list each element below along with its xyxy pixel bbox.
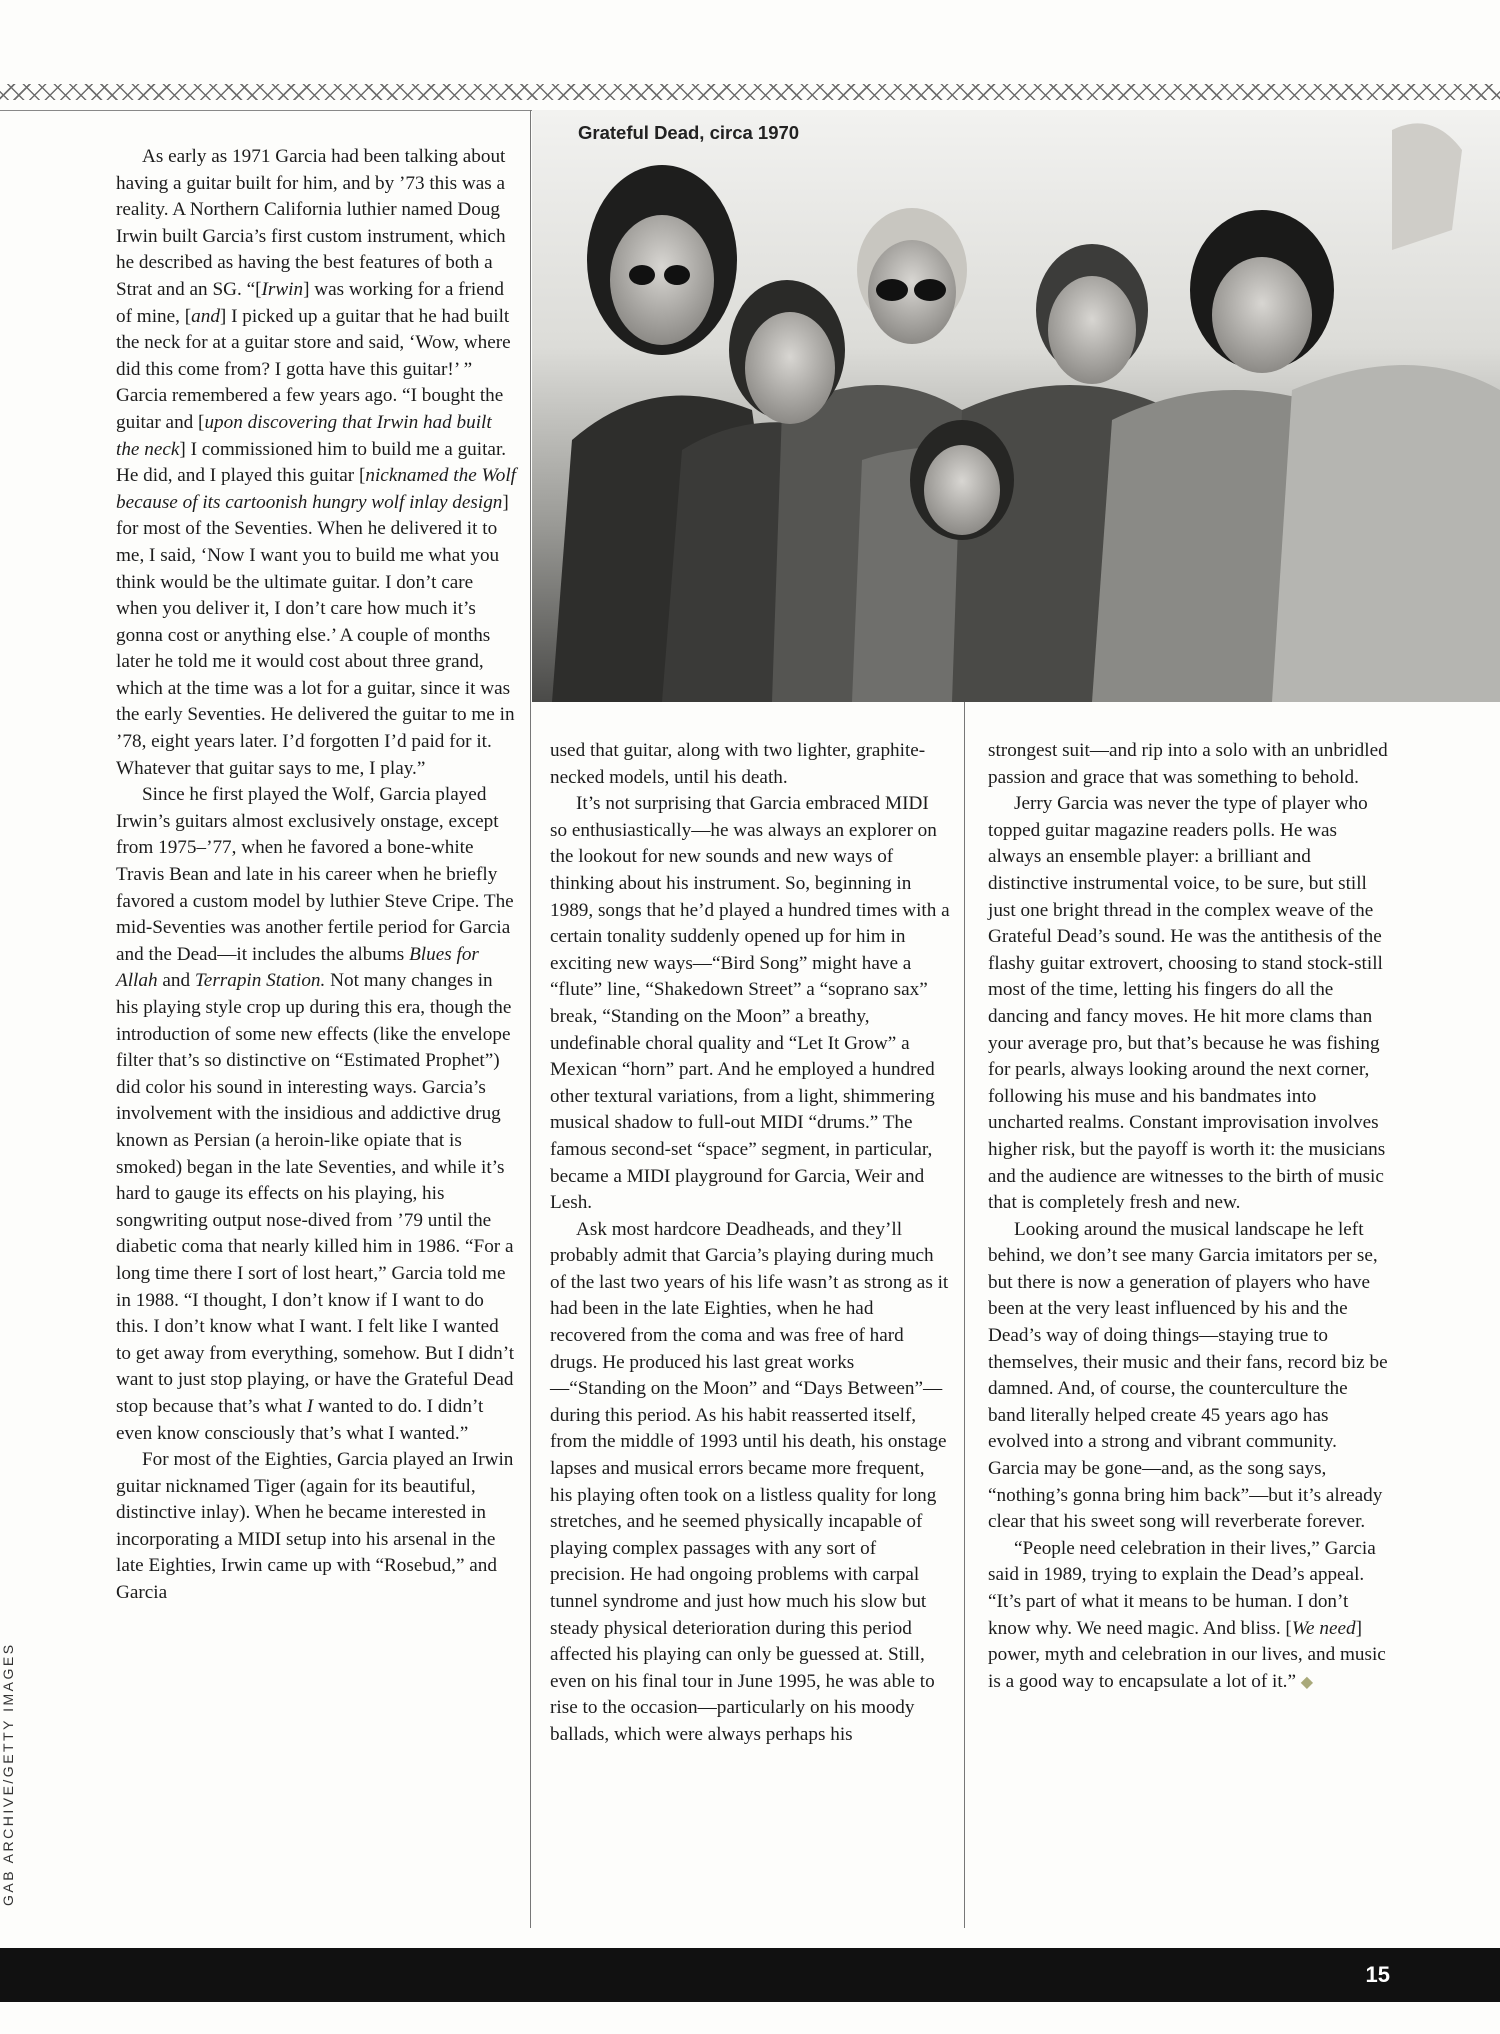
column-rule-left: [530, 110, 531, 1928]
footer-bar: [0, 1948, 1500, 2002]
article-column-3: [988, 738, 1388, 1696]
photo-credit: GAB ARCHIVE/GETTY IMAGES: [0, 1642, 16, 1906]
paragraph: For most of the Eighties, Garcia played an Irwin guitar nicknamed Tiger (again for its beautiful, distinctive inlay). When he became interested in incorporating a MIDI setup into his arsenal in the late Eighties, Irwin came up with “Rosebud,” and Garcia: [116, 1449, 514, 1604]
paragraph: used that guitar, along with two lighter, graphite-necked models, until his death.: [550, 740, 926, 788]
end-mark-icon: ◆: [1300, 1673, 1314, 1691]
paragraph: Looking around the musical landscape he left behind, we don’t see many Garcia imitators per se, but there is now a generation of players who have been at the very least influenced by his and the Dead’s way of doing things—staying true to themselves, their music and their fans, record biz be damned. And, of course, the counterculture the band literally helped create 45 years ago has evolved into a strong and vibrant community. Garcia may be gone—and, as the song says, “nothing’s gonna bring him back”—but it’s already clear that his sweet song will reverberate forever.: [988, 1218, 1388, 1533]
paragraph: It’s not surprising that Garcia embraced MIDI so enthusiastically—he was always an explorer on the lookout for new sounds and new ways of thinking about his instrument. So, beginning in 1989, songs that he’d played a hundred times with a certain tonality suddenly opened up for him in exciting new ways—“Bird Song” might have a “flute” line, “Shakedown Street” a “soprano sax” break, “Standing on the Moon” a breathy, undefinable choral quality and “Let It Grow” a Mexican “horn” part. And he employed a hundred other textural variations, from a light, shimmering musical shadow to full-out MIDI “drums.” The famous second-set “space” segment, in particular, became a MIDI playground for Garcia, Weir and Lesh.: [550, 793, 950, 1214]
decorative-top-border: [0, 84, 1500, 100]
photo-caption: Grateful Dead, circa 1970: [578, 122, 800, 143]
article-column-2: [550, 738, 950, 1749]
band-photo-illustration: [532, 110, 1500, 702]
band-photo: [532, 110, 1500, 702]
paragraph: As early as 1971 Garcia had been talking about having a guitar built for him, and by ’73 this was a reality. A Northern California luthier named Doug Irwin built Garcia’s first custom instrument, which he described as having the best features of both a Strat and an SG. “[Irwin] was working for a friend of mine, [and] I picked up a guitar that he had built the neck for at a guitar store and said, ‘Wow, where did this come from? I gotta have this guitar!’ ” Garcia remembered a few years ago. “I bought the guitar and [upon discovering that Irwin had built the neck] I commissioned him to build me a guitar. He did, and I played this guitar [nicknamed the Wolf because of its cartoonish hungry wolf inlay design] for most of the Seventies. When he delivered it to me, I said, ‘Now I want you to build me what you think would be the ultimate guitar. I don’t care when you deliver it, I don’t care how much it’s gonna cost or anything else.’ A couple of months later he told me it would cost about three grand, which at the time was a lot for a guitar, since it was the early Seventies. He delivered the guitar to me in ’78, eight years later. I’d forgotten I’d paid for it. Whatever that guitar says to me, I play.”: [116, 146, 516, 779]
paragraph: “People need celebration in their lives,” Garcia said in 1989, trying to explain the Dead’s appeal. “It’s part of what it means to be human. I don’t know why. We need magic. And bliss. [We need] power, myth and celebration in our lives, and music is a good way to encapsulate a lot of it.” ◆: [988, 1537, 1386, 1692]
paragraph: strongest suit—and rip into a solo with an unbridled passion and grace that was something to behold.: [988, 740, 1388, 788]
paragraph: Ask most hardcore Deadheads, and they’ll probably admit that Garcia’s playing during much of the last two years of his life wasn’t as strong as it had been in the late Eighties, when he had recovered from the coma and was free of hard drugs. He produced his last great works—“Standing on the Moon” and “Days Between”—during this period. As his habit reasserted itself, from the middle of 1993 until his death, his onstage lapses and musical errors became more frequent, his playing often took on a listless quality for long stretches, and he seemed physically incapable of playing complex passages with any sort of precision. He had ongoing problems with carpal tunnel syndrome and just how much his slow but steady physical deterioration during this period affected his playing can only be guessed at. Still, even on his final tour in June 1995, he was able to rise to the occasion—particularly on his moody ballads, which were always perhaps his: [550, 1218, 949, 1745]
paragraph: Jerry Garcia was never the type of player who topped guitar magazine readers polls. He was always an ensemble player: a brilliant and distinctive instrumental voice, to be sure, but still just one bright thread in the complex weave of the Grateful Dead’s sound. He was the antithesis of the flashy guitar extrovert, choosing to stand stock-still most of the time, letting his fingers do all the dancing and fancy moves. He hit more clams than your average pro, but that’s because he was fishing for pearls, always looking around the next corner, following his muse and his bandmates into uncharted realms. Constant improvisation involves higher risk, but the payoff is worth it: the musicians and the audience are witnesses to the birth of music that is completely fresh and new.: [988, 793, 1386, 1214]
article-column-1: [116, 144, 516, 1607]
paragraph: Since he first played the Wolf, Garcia played Irwin’s guitars almost exclusively onstage, except from 1975–’77, when he favored a bone-white Travis Bean and late in his career when he briefly favored a custom model by luthier Steve Cripe. The mid-Seventies was another fertile period for Garcia and the Dead—it includes the albums Blues for Allah and Terrapin Station. Not many changes in his playing style crop up during this era, though the introduction of some new effects (like the envelope filter that’s so distinctive on “Estimated Prophet”) did color his sound in interesting ways. Garcia’s involvement with the insidious and addictive drug known as Persian (a heroin-like opiate that is smoked) began in the late Seventies, and while it’s hard to gauge its effects on his playing, his songwriting output nose-dived from ’79 until the diabetic coma that nearly killed him in 1986. “For a long time there I sort of lost heart,” Garcia told me in 1988. “I thought, I don’t know if I want to do this. I don’t know what I want. I felt like I wanted to get away from everything, somehow. But I didn’t want to just stop playing, or have the Grateful Dead stop because that’s what I wanted to do. I didn’t even know consciously that’s what I wanted.”: [116, 784, 515, 1444]
page-number: 15: [1365, 1962, 1390, 1987]
column-rule-right: [964, 702, 965, 1928]
